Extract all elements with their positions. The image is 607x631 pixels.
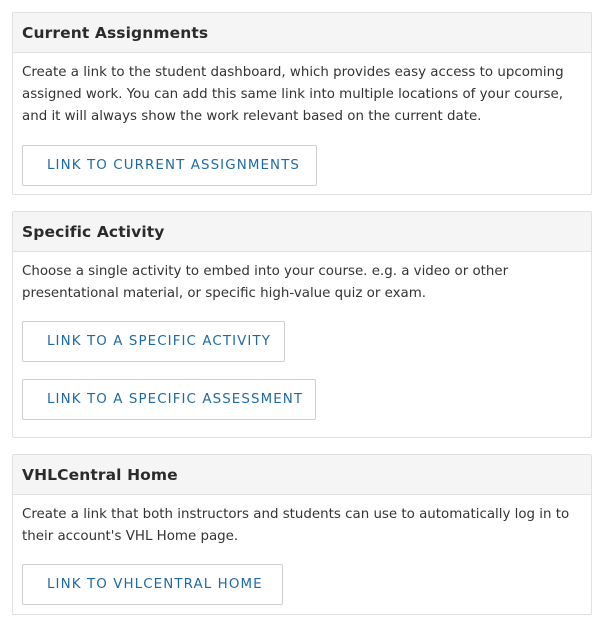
- specific-activity-card: [12, 211, 592, 438]
- link-to-specific-assessment-button[interactable]: LINK TO A SPECIFIC ASSESSMENT: [22, 379, 316, 420]
- specific-activity-header: [13, 212, 591, 252]
- specific-activity-description: Choose a single activity to embed into your course. e.g. a video or other presentational material, or specific high-value quiz or exam.: [22, 264, 509, 301]
- specific-activity-title: Specific Activity: [22, 222, 165, 241]
- link-to-specific-activity-button[interactable]: LINK TO A SPECIFIC ACTIVITY: [22, 321, 285, 362]
- vhlcentral-home-description: Create a link that both instructors and students can use to automatically log in to their account's VHL Home page.: [22, 507, 570, 544]
- current-assignments-header: [13, 13, 591, 53]
- vhlcentral-home-card: [12, 454, 592, 615]
- current-assignments-title: Current Assignments: [22, 23, 209, 42]
- link-to-current-assignments-button[interactable]: LINK TO CURRENT ASSIGNMENTS: [22, 145, 317, 186]
- current-assignments-card: [12, 12, 592, 195]
- specific-activity-body: [13, 252, 591, 305]
- vhlcentral-home-title: VHLCentral Home: [22, 465, 178, 484]
- vhlcentral-home-body: [13, 495, 591, 548]
- link-to-vhlcentral-home-button[interactable]: LINK TO VHLCENTRAL HOME: [22, 564, 283, 605]
- current-assignments-body: [13, 53, 591, 128]
- vhlcentral-home-header: [13, 455, 591, 495]
- current-assignments-description: Create a link to the student dashboard, which provides easy access to upcoming assigned work. You can add this same link into multiple locations of your course, and it will always show the work relevant based on the current date.: [22, 65, 564, 124]
